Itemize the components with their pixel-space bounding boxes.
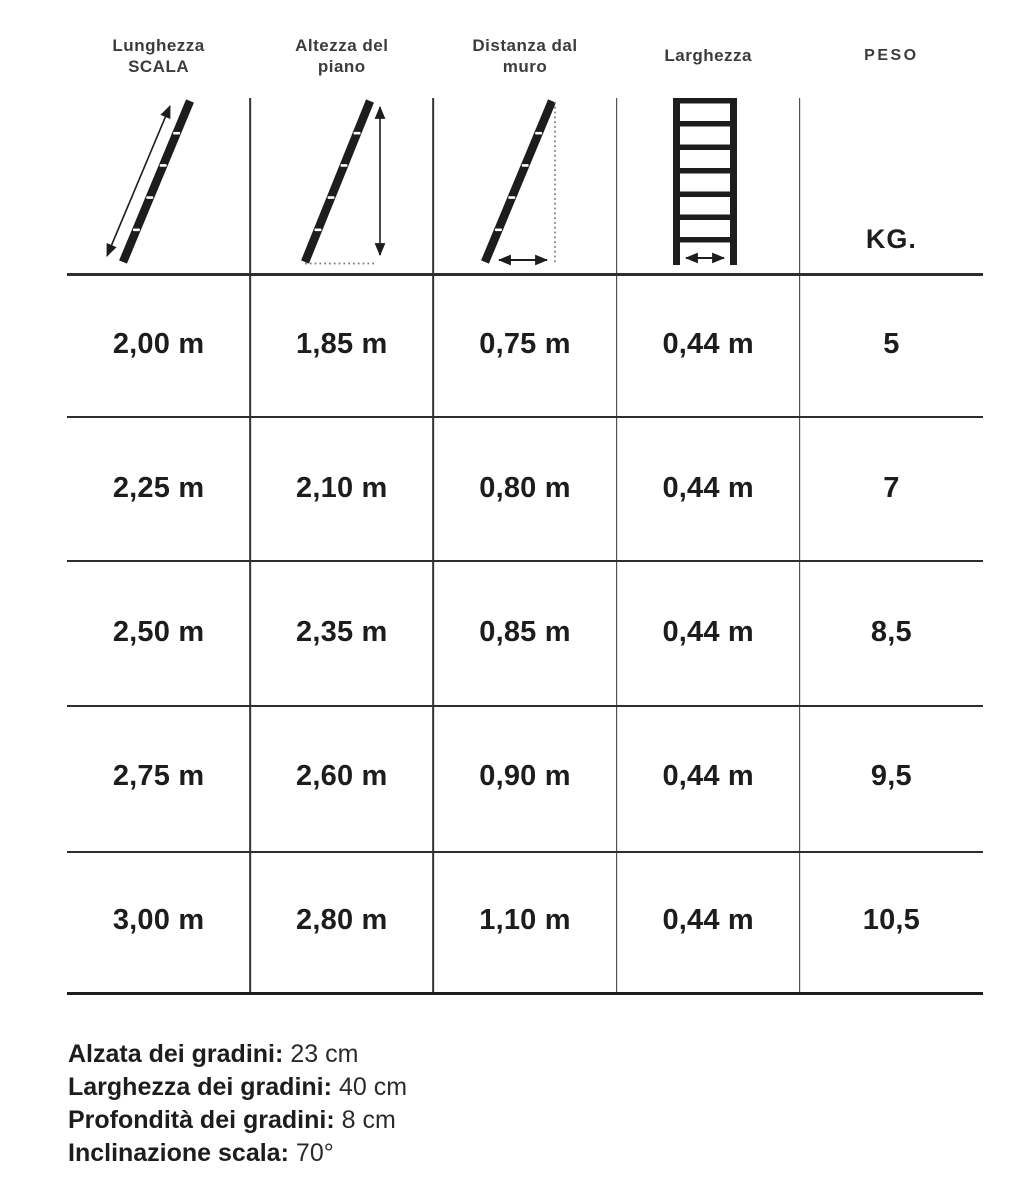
kg-unit-label: KG. [865,224,917,254]
cell-weight: 9,5 [870,759,912,792]
cell-width: 0,44 m [662,903,754,936]
table-column-headers [67,30,983,82]
ladder-length-icon [67,98,250,273]
cell-platform-height: 2,35 m [296,615,388,648]
header-ladder-length [67,30,250,82]
table-bottom-rule [67,992,983,995]
cell-weight: 5 [883,328,900,361]
note-value: 23 cm [290,1040,359,1068]
note-value: 8 cm [341,1106,396,1134]
table-row [67,704,983,848]
icon-band [67,98,983,273]
cell-wall-distance: 1,10 m [479,903,571,936]
cell-ladder-length: 2,50 m [112,615,205,648]
cell-wall-distance: 0,90 m [479,759,571,792]
header-wall-distance [433,30,616,82]
note-label: Larghezza dei gradini: [68,1073,332,1101]
wall-distance-icon [433,98,616,273]
header-line: piano [317,57,366,76]
cell-platform-height: 2,80 m [296,903,388,936]
ladder-width-icon [617,98,800,273]
cell-width: 0,44 m [662,759,754,792]
cell-weight: 7 [883,472,900,505]
cell-width: 0,44 m [662,615,754,648]
cell-platform-height: 2,60 m [296,759,388,792]
cell-width: 0,44 m [662,328,754,361]
table-rows [67,273,983,992]
cell-wall-distance: 0,85 m [479,615,571,648]
note-value: 70° [295,1139,334,1167]
header-line: Distanza dal [472,35,578,55]
cell-weight: 10,5 [862,903,921,936]
note-value: 40 cm [338,1073,408,1101]
cell-platform-height: 2,10 m [296,472,388,505]
note-label: Inclinazione scala: [68,1139,289,1167]
header-line: Larghezza [664,46,753,66]
header-weight [800,30,983,82]
cell-platform-height: 1,85 m [296,328,388,361]
note-inclination [68,1137,407,1170]
note-step-width [68,1071,407,1104]
note-label: Alzata dei gradini: [68,1040,284,1068]
cell-ladder-length: 3,00 m [112,903,205,936]
cell-wall-distance: 0,75 m [479,328,571,361]
table-row [67,848,983,992]
header-line: Altezza del [295,35,389,55]
note-label: Profondità dei gradini: [68,1106,335,1134]
cell-wall-distance: 0,80 m [479,472,571,505]
weight-unit-cell [800,98,983,273]
header-line: muro [502,57,548,76]
header-width [617,30,800,82]
cell-ladder-length: 2,00 m [112,328,205,361]
table-row [67,273,983,417]
table-row [67,561,983,705]
note-step-depth [68,1104,407,1137]
platform-height-icon [250,98,433,273]
note-step-rise [68,1038,407,1071]
cell-ladder-length: 2,75 m [112,759,205,792]
header-line: PESO [864,47,919,65]
header-platform-height [250,30,433,82]
spec-table [67,98,983,998]
table-row [67,417,983,561]
footer-notes [68,1038,407,1170]
header-line: Lunghezza [112,35,205,55]
cell-ladder-length: 2,25 m [112,472,205,505]
cell-width: 0,44 m [662,472,754,505]
header-line: SCALA [128,57,190,76]
cell-weight: 8,5 [870,615,912,648]
